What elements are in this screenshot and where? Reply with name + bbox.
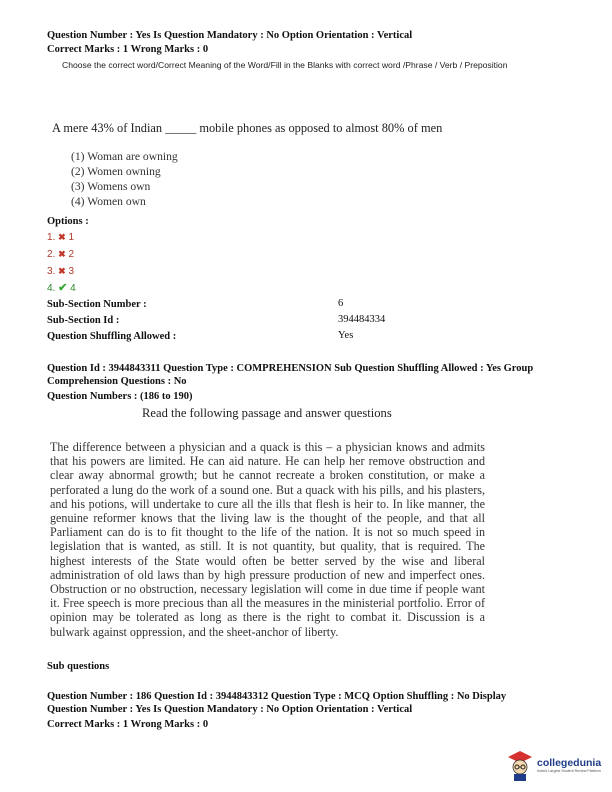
passage [50, 440, 485, 639]
question-shuffling-value: Yes [338, 330, 354, 341]
choice-3: (3) Womens own [71, 180, 151, 193]
mcq-mandatory-line: Question Number : Yes Is Question Mandatory : No Option Orientation : Vertical [47, 704, 413, 715]
comprehension-group-line: Comprehension Questions : No [47, 376, 187, 387]
option-4: 4. ✔ 4 [47, 282, 76, 294]
question-shuffling-label: Question Shuffling Allowed : [47, 331, 177, 342]
subsection-id-value: 394484334 [338, 314, 386, 325]
cross-icon: ✖ [58, 232, 66, 242]
cross-icon: ✖ [58, 266, 66, 276]
answer-choices [71, 149, 178, 209]
comprehension-id-line: Question Id : 3944843311 Question Type : COMPREHENSION Sub Question Shuffling Allowed : Yes Group [47, 363, 534, 374]
question-sentence [52, 121, 442, 136]
subsection-number-label: Sub-Section Number : [47, 299, 147, 310]
option-2: 2. ✖ 2 [47, 249, 75, 260]
choice-2: (2) Women owning [71, 165, 161, 178]
question-part-2: mobile phones as opposed to almost 80% of men [199, 121, 443, 135]
instruction-text: Choose the correct word/Correct Meaning of the Word/Fill in the Blanks with correct word /Phrase / Verb / Preposition [62, 60, 508, 70]
correct-marks-line: Correct Marks : 1 Wrong Marks : 0 [47, 44, 209, 55]
passage-text: The difference between a physician and a quack is this – a physician knows and admits that his powers are limited. He can aid nature. He can help her remove obstruction and clear away abnormal growth; but he cannot recreate a broken constitution, or make a perforated a lung do the work of a sound one. But a quack with his pills, and his plasters, and his potions, will undertake to cure all the ills that flesh is heir to. In like manner, the genuine reformer knows that the living law is the thought of the people, and that all Parliament can do is to fit thought to the life of the nation. It is not so much speed in legislation that is wanted, as still. It is not quantity, but quality, that is required. The highest interests of the State would often be better served by the wise and liberal administration of old laws than by high pressure production of new and imperfect ones. Obstruction or no obstruction, necessary legislation will come in due time if people want it. Free speech is more precious than all the measures in the ministerial portfolio. Error of opinion may be tolerated as long as there is the right to combat it. Discussion is a bulwark against oppression, and the sheet-anchor of liberty. [50, 440, 485, 639]
cross-icon: ✖ [58, 249, 66, 259]
mcq-id-line: Question Number : 186 Question Id : 3944843312 Question Type : MCQ Option Shuffling : No Display [47, 691, 507, 702]
choice-4: (4) Women own [71, 195, 146, 208]
logo-tagline: India's Largest Student Review Platform [537, 768, 601, 773]
sub-questions-label: Sub questions [47, 661, 110, 672]
question-mandatory-line: Question Number : Yes Is Question Mandatory : No Option Orientation : Vertical [47, 30, 413, 41]
logo-text: collegedunia [537, 756, 602, 769]
question-part-1: A mere 43% of Indian [52, 121, 163, 135]
subsection-number-value: 6 [338, 298, 344, 309]
question-blank: _____ [165, 121, 197, 135]
student-mascot-icon [506, 749, 534, 781]
collegedunia-logo [506, 748, 610, 782]
options-list [47, 229, 76, 297]
choice-1: (1) Woman are owning [71, 150, 178, 163]
check-icon: ✔ [58, 282, 68, 294]
passage-title: Read the following passage and answer questions [142, 406, 392, 420]
question-numbers-line: Question Numbers : (186 to 190) [47, 391, 193, 402]
options-label: Options : [47, 216, 89, 227]
option-3: 3. ✖ 3 [47, 266, 75, 277]
option-1: 1. ✖ 1 [47, 232, 75, 243]
subsection-id-label: Sub-Section Id : [47, 315, 120, 326]
mcq-marks-line: Correct Marks : 1 Wrong Marks : 0 [47, 719, 209, 730]
